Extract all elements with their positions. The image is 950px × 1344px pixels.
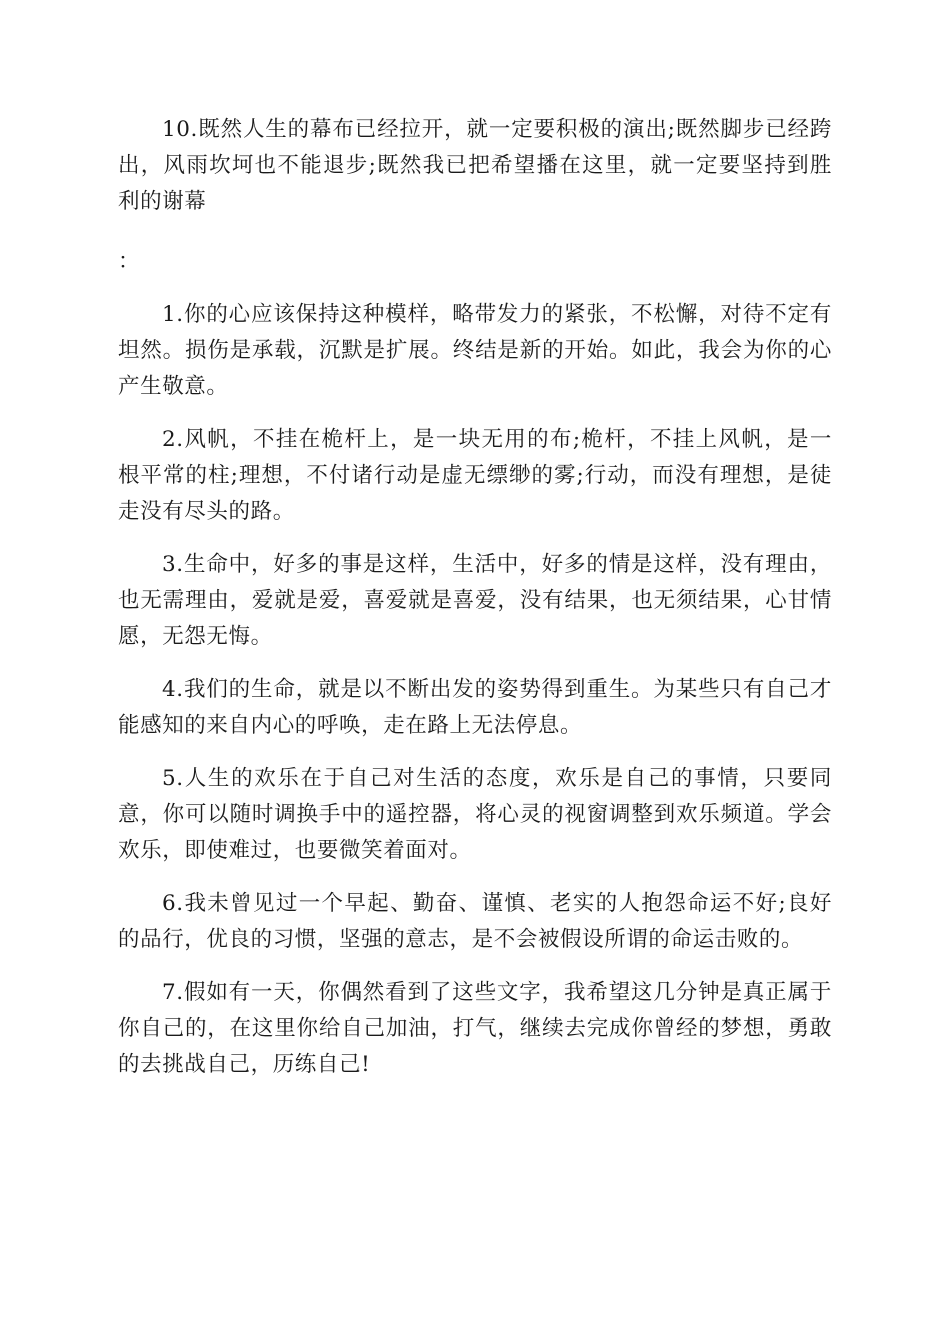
- document-page: [118, 112, 832, 1100]
- paragraph-3: 3.生命中，好多的事是这样，生活中，好多的情是这样，没有理由，也无需理由，爱就是爱，喜爱就是喜爱，没有结果，也无须结果，心甘情愿，无怨无悔。: [118, 552, 832, 649]
- paragraph-2: 2.风帆，不挂在桅杆上，是一块无用的布;桅杆，不挂上风帆，是一根平常的柱;理想，不付诸行动是虚无缥缈的雾;行动，而没有理想，是徒走没有尽头的路。: [118, 427, 832, 524]
- paragraph-5: 5.人生的欢乐在于自己对生活的态度，欢乐是自己的事情，只要同意，你可以随时调换手中的遥控器，将心灵的视窗调整到欢乐频道。学会欢乐，即使难过，也要微笑着面对。: [118, 766, 832, 863]
- paragraph-4: 4.我们的生命，就是以不断出发的姿势得到重生。为某些只有自己才能感知的来自内心的呼唤，走在路上无法停息。: [118, 677, 832, 738]
- paragraph-7: 7.假如有一天，你偶然看到了这些文字，我希望这几分钟是真正属于你自己的，在这里你给自己加油，打气，继续去完成你曾经的梦想，勇敢的去挑战自己，历练自己!: [118, 980, 832, 1077]
- paragraph-1: 1.你的心应该保持这种模样，略带发力的紧张，不松懈，对待不定有坦然。损伤是承载，沉默是扩展。终结是新的开始。如此，我会为你的心产生敬意。: [118, 302, 832, 399]
- separator-colon: ：: [118, 249, 140, 274]
- paragraph-6: 6.我未曾见过一个早起、勤奋、谨慎、老实的人抱怨命运不好;良好的品行，优良的习惯，坚强的意志，是不会被假设所谓的命运击败的。: [118, 891, 832, 952]
- paragraph-10: 10.既然人生的幕布已经拉开，就一定要积极的演出;既然脚步已经跨出，风雨坎坷也不能退步;既然我已把希望播在这里，就一定要坚持到胜利的谢幕: [118, 117, 832, 214]
